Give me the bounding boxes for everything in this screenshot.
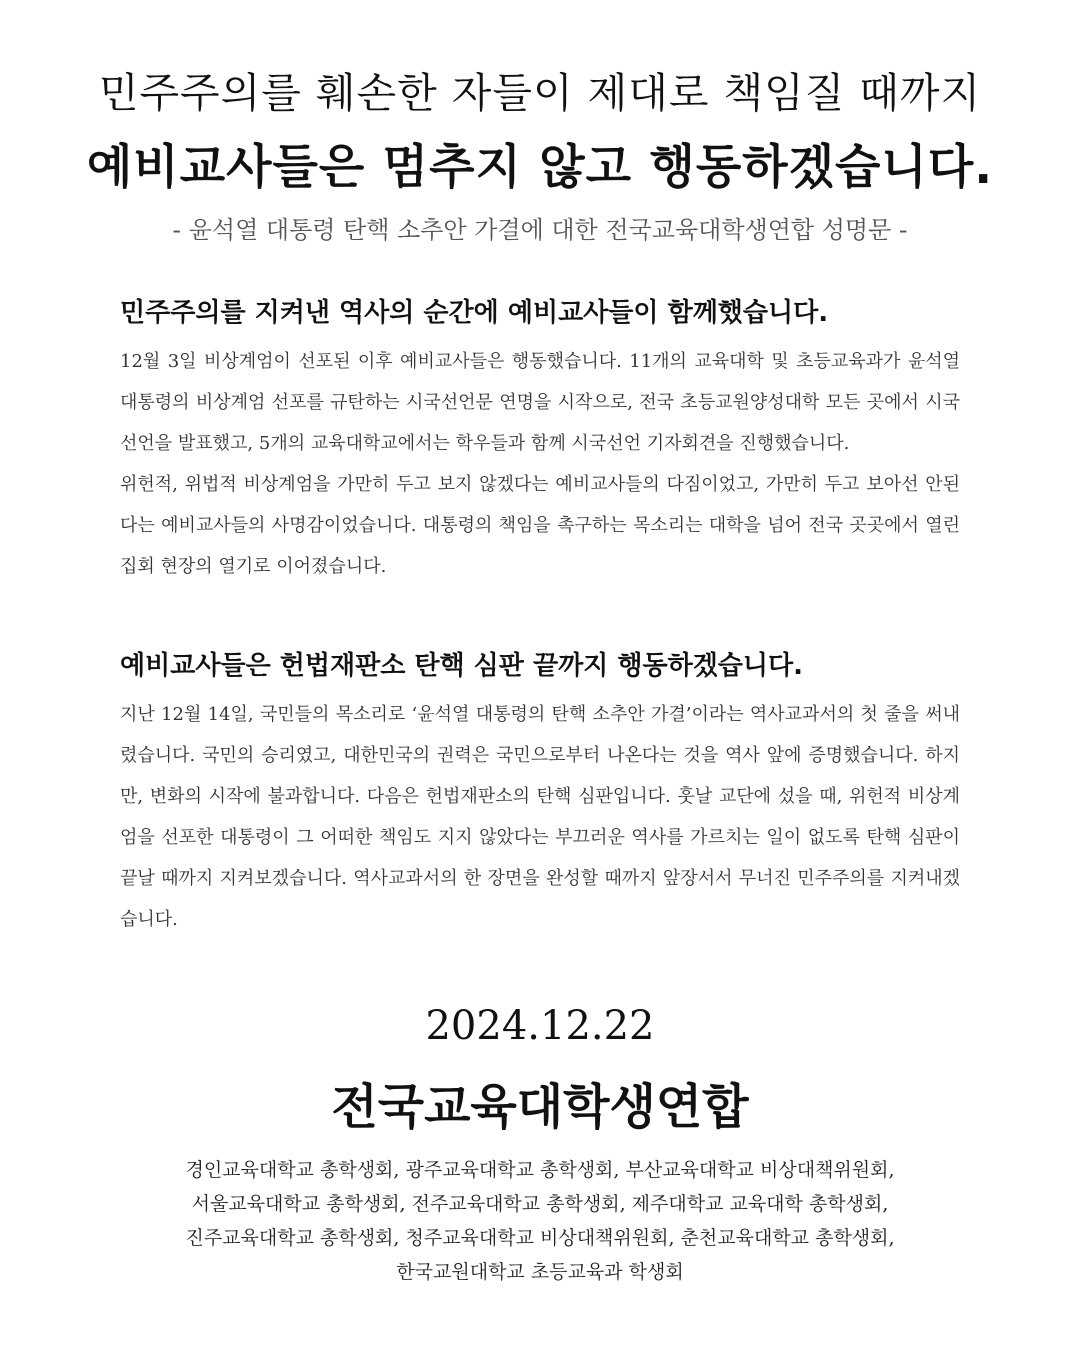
section-body xyxy=(120,341,960,587)
section-heading: 민주주의를 지켜낸 역사의 순간에 예비교사들이 함께했습니다. xyxy=(120,298,829,328)
section-impeachment xyxy=(120,645,960,940)
signatory-line: 서울교육대학교 총학생회, 전주교육대학교 총학생회, 제주대학교 교육대학 총학생회, xyxy=(191,1193,889,1215)
signatories xyxy=(80,1153,1000,1289)
organization-name: 전국교육대학생연합 xyxy=(331,1079,749,1135)
title-line-1: 민주주의를 훼손한 자들이 제대로 책임질 때까지 xyxy=(98,69,982,117)
subtitle: - 윤석열 대통령 탄핵 소추안 가결에 대한 전국교육대학생연합 성명문 - xyxy=(172,216,908,244)
section-democracy xyxy=(120,292,960,587)
section-body xyxy=(120,694,960,940)
signatory-line: 진주교육대학교 총학생회, 청주교육대학교 비상대책위원회, 춘천교육대학교 총학생회, xyxy=(185,1227,895,1249)
title-line-2: 예비교사들은 멈추지 않고 행동하겠습니다. xyxy=(86,140,994,195)
section-heading: 예비교사들은 헌법재판소 탄핵 심판 끝까지 행동하겠습니다. xyxy=(120,651,804,681)
statement-date: 2024.12.22 xyxy=(425,1003,655,1049)
paragraph: 지난 12월 14일, 국민들의 목소리로 ‘윤석열 대통령의 탄핵 소추안 가결’이라는 역사교과서의 첫 줄을 써내렸습니다. 국민의 승리였고, 대한민국의 권력은 국민으로부터 나온다는 것을 역사 앞에 증명했습니다. 하지만, 변화의 시작에 불과합니다. 다음은 헌법재판소의 탄핵 심판입니다. 훗날 교단에 섰을 때, 위헌적 비상계엄을 선포한 대통령이 그 어떠한 책임도 지지 않았다는 부끄러운 역사를 가르치는 일이 없도록 탄핵 심판이 끝날 때까지 지켜보겠습니다. 역사교과서의 한 장면을 완성할 때까지 앞장서서 무너진 민주주의를 지켜내겠습니다. xyxy=(120,704,960,930)
paragraph: 12월 3일 비상계엄이 선포된 이후 예비교사들은 행동했습니다. 11개의 교육대학 및 초등교육과가 윤석열 대통령의 비상계엄 선포를 규탄하는 시국선언문 연명을 시작으로, 전국 초등교원양성대학 모든 곳에서 시국선언을 발표했고, 5개의 교육대학교에서는 학우들과 함께 시국선언 기자회견을 진행했습니다. xyxy=(120,351,960,454)
paragraph: 위헌적, 위법적 비상계엄을 가만히 두고 보지 않겠다는 예비교사들의 다짐이었고, 가만히 두고 보아선 안된다는 예비교사들의 사명감이었습니다. 대통령의 책임을 촉구하는 목소리는 대학을 넘어 전국 곳곳에서 열린 집회 현장의 열기로 이어졌습니다. xyxy=(120,474,960,577)
signatory-line: 경인교육대학교 총학생회, 광주교육대학교 총학생회, 부산교육대학교 비상대책위원회, xyxy=(185,1159,895,1181)
signatory-line: 한국교원대학교 초등교육과 학생회 xyxy=(396,1261,684,1283)
